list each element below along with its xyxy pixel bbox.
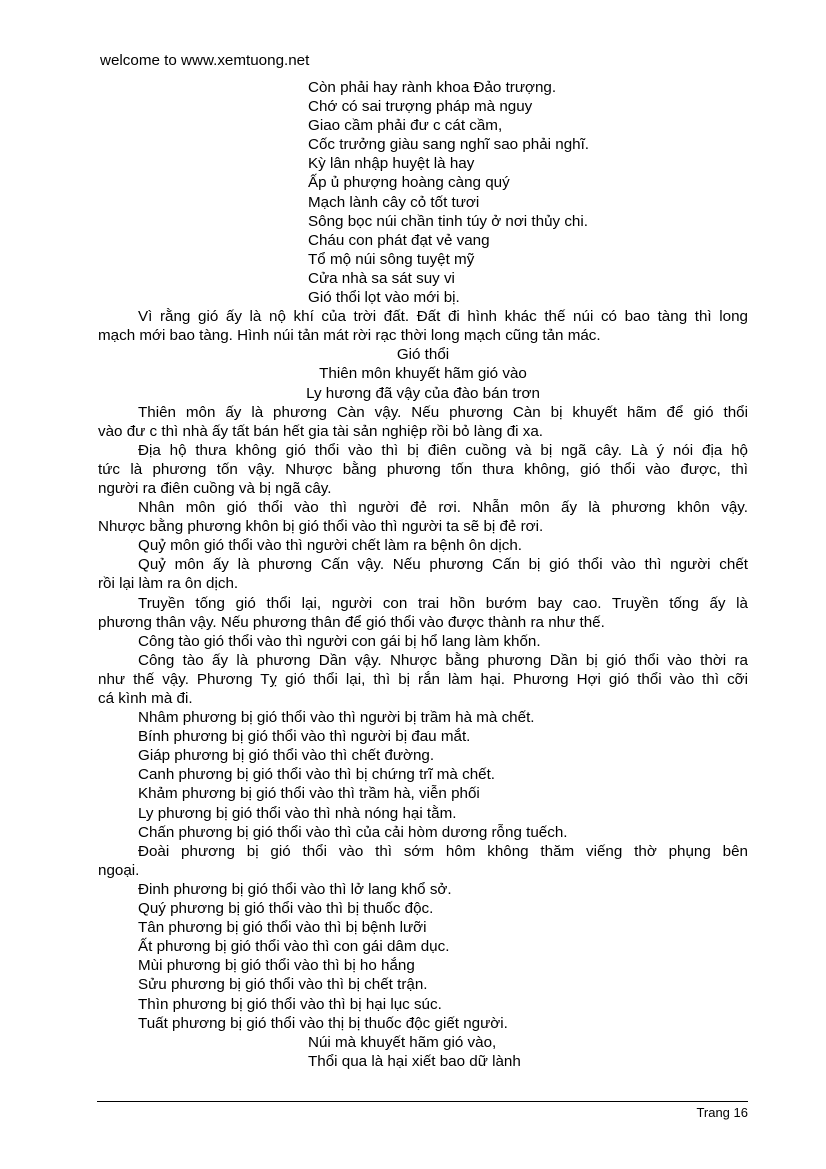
site-header: welcome to www.xemtuong.net [100, 52, 310, 69]
paragraph-line: Địa hộ thưa không gió thổi vào thì bị điên cuồng và bị ngã cây. Là ý nói địa hộ [138, 441, 748, 459]
document-body [98, 78, 748, 1071]
paragraph-line: vào đư c thì nhà ấy tất bán hết gia tài sản nghiệp rồi bỏ làng đi xa. [98, 422, 543, 440]
centered-line: Thiên môn khuyết hãm gió vào [319, 365, 527, 383]
paragraph-line: Truyền tống gió thổi lại, người con trai hồn bướm bay cao. Truyền tống ấy là [138, 594, 748, 612]
verse-line: Giao cầm phải đư c cát cầm, [308, 117, 503, 135]
centered-line: Ly hương đã vậy của đào bán trơn [306, 384, 540, 402]
verse-line: Sông bọc núi chần tinh túy ở nơi thủy chi. [308, 212, 588, 230]
paragraph-line: Quý phương bị gió thổi vào thì bị thuốc độc. [138, 900, 434, 918]
paragraph-line: như thế vậy. Phương Tỵ gió thổi lại, thì bị rắn làm hại. Phương Hợi gió thổi vào thì cỡi [98, 670, 748, 688]
paragraph-line: Vì rằng gió ấy là nộ khí của trời đất. Đất đi hình khác thế núi có bao tàng thì long [138, 308, 748, 326]
paragraph-line: rồi lại làm ra ôn dịch. [98, 575, 239, 593]
verse-line: Gió thổi lọt vào mới bị. [308, 289, 460, 307]
paragraph-line: Thìn phương bị gió thổi vào thì bị hại lục súc. [138, 995, 442, 1013]
verse-line: Chớ có sai trượng pháp mà nguy [308, 98, 533, 116]
paragraph-line: Ất phương bị gió thổi vào thì con gái dâm dục. [138, 938, 450, 956]
page-number: Trang 16 [696, 1105, 748, 1120]
verse-line: Cửa nhà sa sát suy vi [308, 269, 455, 287]
paragraph-line: Nhâm phương bị gió thổi vào thì người bị trầm hà mà chết. [138, 709, 535, 727]
paragraph-line: Canh phương bị gió thổi vào thì bị chứng trĩ mà chết. [138, 766, 496, 784]
paragraph-line: Giáp phương bị gió thổi vào thì chết đường. [138, 747, 435, 765]
paragraph-line: cá kình mà đi. [98, 690, 193, 707]
paragraph-line: Mùi phương bị gió thổi vào thì bị ho hắng [138, 957, 415, 975]
paragraph-line: Đoài phương bị gió thổi vào thì sớm hôm không thăm viếng thờ phụng bên [138, 842, 748, 860]
paragraph-line: Nhược bằng phương khôn bị gió thổi vào thì người ta sẽ bị đẻ rơi. [98, 518, 544, 536]
verse-line: Núi mà khuyết hãm gió vào, [308, 1033, 497, 1051]
verse-line: Tổ mộ núi sông tuyệt mỹ [308, 250, 475, 268]
verse-line: Mạch lành cây cỏ tốt tươi [308, 193, 480, 211]
paragraph-line: phương thân vậy. Nếu phương thân để gió thổi vào được thành ra như thế. [98, 613, 605, 631]
paragraph-line: Công tào ấy là phương Dần vậy. Nhược bằng phương Dần bị gió thổi vào thời ra [138, 651, 748, 669]
paragraph-line: mạch mới bao tàng. Hình núi tản mát rời rạc thời long mạch cũng tản mác. [98, 327, 601, 345]
verse-line: Ấp ủ phượng hoàng càng quý [308, 174, 510, 192]
verse-line: Cháu con phát đạt vẻ vang [308, 231, 490, 249]
paragraph-line: tức là phương tốn vậy. Nhược bằng phương tốn thưa không, gió thổi vào được, thì [98, 460, 748, 478]
paragraph-line: Chấn phương bị gió thổi vào thì của cải hòm dương rỗng tuếch. [138, 823, 568, 841]
verse-line: Kỳ lân nhập huyệt là hay [308, 155, 475, 173]
paragraph-line: Bính phương bị gió thổi vào thì người bị đau mắt. [138, 728, 471, 746]
paragraph-line: Đinh phương bị gió thổi vào thì lở lang khổ sở. [138, 880, 452, 898]
paragraph-line: Tuất phương bị gió thổi vào thị bị thuốc độc giết người. [138, 1014, 508, 1032]
paragraph-line: Thiên môn ấy là phương Càn vậy. Nếu phương Càn bị khuyết hãm để gió thổi [138, 403, 748, 421]
paragraph-line: Công tào gió thổi vào thì người con gái bị hổ lang làm khốn. [138, 632, 541, 650]
verse-line: Còn phải hay rành khoa Đảo trượng. [308, 79, 557, 96]
paragraph-line: Quỷ môn gió thổi vào thì người chết làm ra bệnh ôn dịch. [138, 537, 522, 555]
paragraph-line: Ly phương bị gió thổi vào thì nhà nóng hại tằm. [138, 804, 457, 822]
paragraph-line: Quỷ môn ấy là phương Cấn vậy. Nếu phương Cấn bị gió thổi vào thì người chết [138, 556, 748, 574]
paragraph-line: Tân phương bị gió thổi vào thì bị bệnh lưỡi [138, 919, 427, 937]
verse-line: Cốc trưởng giàu sang nghĩ sao phải nghĩ. [308, 136, 590, 154]
paragraph-line: Nhân môn gió thổi vào thì người đẻ rơi. Nhẫn môn ấy là phương khôn vậy. [138, 499, 748, 517]
paragraph-line: Khảm phương bị gió thổi vào thì trầm hà, viễn phối [138, 785, 480, 803]
paragraph-line: người ra điên cuồng và bị ngã cây. [98, 479, 332, 497]
paragraph-line: ngoại. [98, 861, 140, 879]
centered-line: Gió thổi [396, 346, 450, 364]
paragraph-line: Sửu phương bị gió thổi vào thì bị chết trận. [138, 976, 428, 994]
footer-divider [97, 1101, 748, 1102]
verse-line: Thổi qua là hại xiết bao dữ lành [308, 1052, 521, 1070]
